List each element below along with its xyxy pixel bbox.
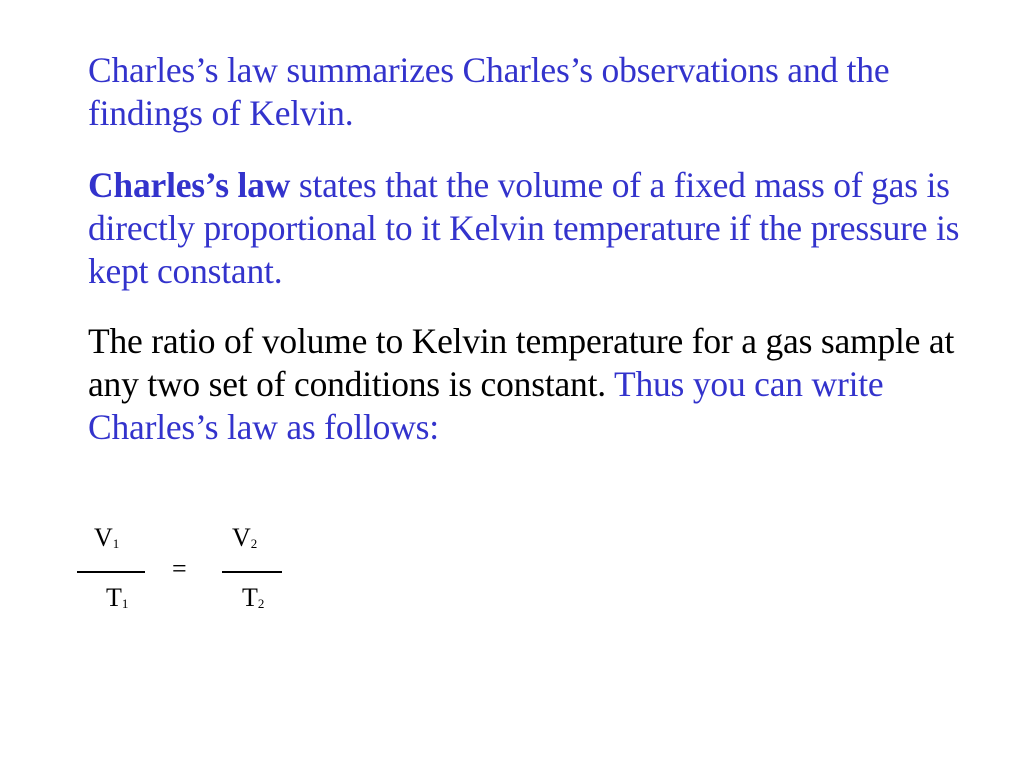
left-numerator (94, 523, 119, 559)
right-denominator (242, 583, 264, 619)
definition-term: Charles’s law (88, 165, 291, 205)
left-denominator-letter: T (106, 583, 122, 612)
right-numerator-letter: V (232, 523, 251, 552)
right-fraction-bar (222, 571, 282, 573)
right-denominator-subscript: 2 (257, 596, 265, 611)
intro-text: Charles’s law summarizes Charles’s observations and the findings of Kelvin. (88, 50, 890, 133)
equals-sign: = (172, 554, 187, 583)
definition-text: states that the volume of a fixed mass of gas is directly proportional to it Kelvin temperature if the pressure is kept constant. (88, 165, 960, 291)
right-numerator (232, 523, 257, 559)
left-numerator-letter: V (94, 523, 113, 552)
left-denominator-subscript: 1 (121, 596, 129, 611)
ratio-text: The ratio of volume to Kelvin temperature for a gas sample at any two set of conditions is constant. (88, 321, 955, 404)
intro-paragraph (88, 49, 988, 135)
left-fraction-bar (77, 571, 145, 573)
right-numerator-subscript: 2 (250, 536, 258, 551)
left-denominator (106, 583, 128, 619)
right-denominator-letter: T (242, 583, 258, 612)
left-numerator-subscript: 1 (112, 536, 120, 551)
definition-paragraph (88, 164, 988, 293)
ratio-paragraph (88, 320, 988, 449)
ratio-conclusion-text: Thus you can write Charles’s law as follows: (88, 364, 884, 447)
